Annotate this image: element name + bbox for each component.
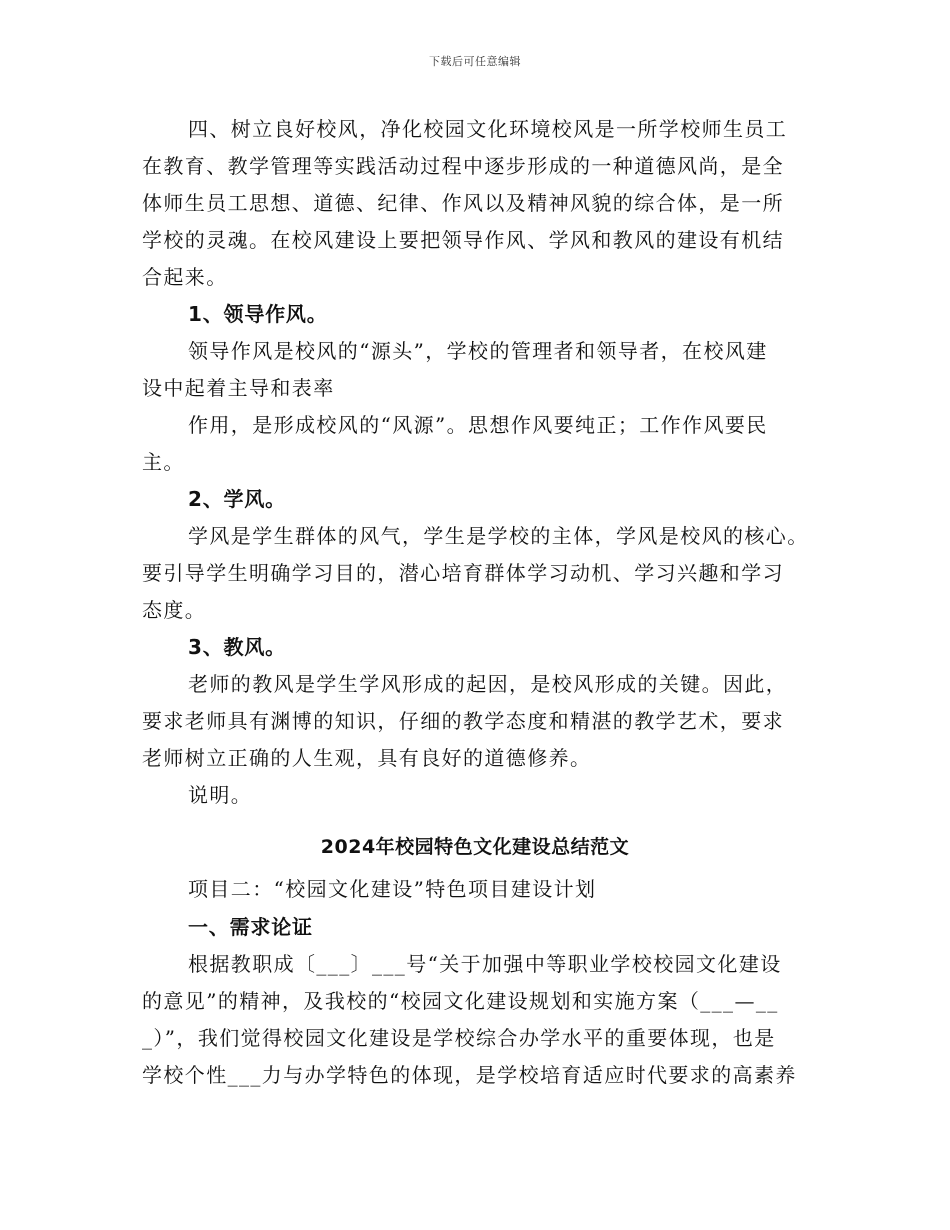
paragraph-line: 主。 (142, 450, 185, 474)
paragraph-line: 设中起着主导和表率 (142, 376, 335, 400)
paragraph-line: _）”，我们觉得校园文化建设是学校综合办学水平的重要体现，也是 (142, 1026, 776, 1050)
page-header-note: 下载后可任意编辑 (429, 55, 521, 68)
paragraph-line: 要求老师具有渊博的知识，仔细的教学态度和精湛的教学艺术，要求 (142, 709, 784, 733)
paragraph-line: 老师树立正确的人生观，具有良好的道德修养。 (142, 746, 592, 770)
paragraph-line: 合起来。 (142, 265, 228, 289)
paragraph-line: 体师生员工思想、道德、纪律、作风以及精神风貌的综合体，是一所 (142, 191, 784, 215)
paragraph-line: 学校个性___力与办学特色的体现，是学校培育适应时代要求的高素养 (142, 1063, 797, 1087)
section-heading-study-style: 2、学风。 (188, 487, 286, 511)
paragraph-line: 学校的灵魂。在校风建设上要把领导作风、学风和教风的建设有机结 (142, 228, 784, 252)
paragraph-line: 领导作风是校风的“源头”，学校的管理者和领导者，在校风建 (188, 339, 768, 363)
paragraph-line: 作用，是形成校风的“风源”。思想作风要纯正；工作作风要民 (188, 413, 768, 437)
paragraph-line: 态度。 (142, 598, 207, 622)
paragraph-line: 老师的教风是学生学风形成的起因，是校风形成的关键。因此， (188, 672, 788, 696)
paragraph-line: 的意见”的精神，及我校的“校园文化建设规划和实施方案（___—__ (142, 989, 779, 1013)
paragraph-line: 学风是学生群体的风气，学生是学校的主体，学风是校风的核心。 (188, 524, 809, 548)
paragraph-line: 说明。 (188, 783, 253, 807)
section-heading-needs: 一、需求论证 (188, 915, 313, 939)
document-title: 2024年校园特色文化建设总结范文 (320, 836, 630, 858)
paragraph-line: 在教育、教学管理等实践活动过程中逐步形成的一种道德风尚，是全 (142, 154, 784, 178)
section-heading-leadership: 1、领导作风。 (188, 302, 328, 326)
paragraph-line: 根据教职成〔___〕___号“关于加强中等职业学校校园文化建设 (188, 952, 782, 976)
paragraph-line: 要引导学生明确学习目的，潜心培育群体学习动机、学习兴趣和学习 (142, 561, 784, 585)
project-subtitle: 项目二：“校园文化建设”特色项目建设计划 (188, 877, 597, 901)
paragraph-line: 四、树立良好校风，净化校园文化环境校风是一所学校师生员工 (188, 117, 788, 141)
section-heading-teaching-style: 3、教风。 (188, 635, 286, 659)
